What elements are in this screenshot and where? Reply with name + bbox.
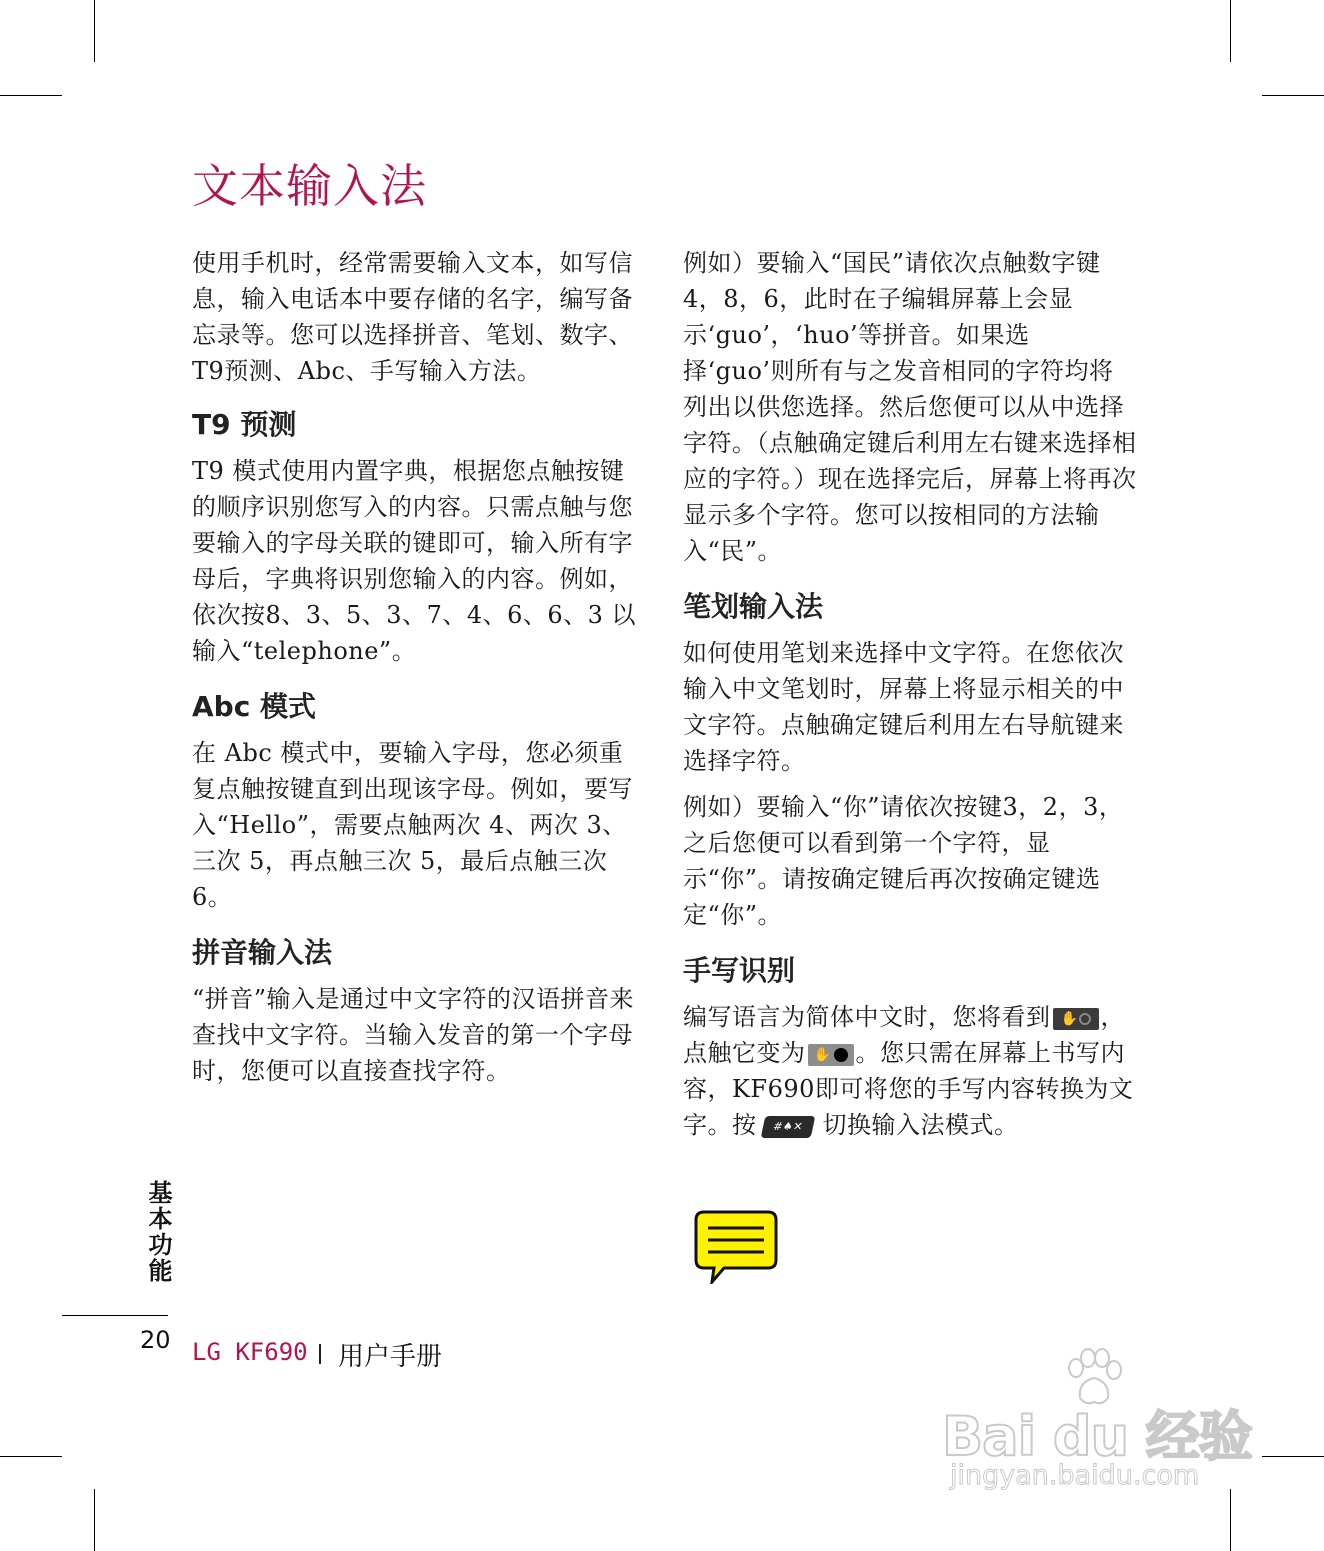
t9-paragraph: T9 模式使用内置字典，根据您点触按键的顺序识别您写入的内容。只需点触与您要输入的字母关联的键即可，输入所有字母后，字典将识别您输入的内容。例如，依次按8、3、5、3、7、4、6、6、3 以输入“telephone”。 [192,457,637,665]
crop-mark [0,1456,62,1457]
abc-paragraph: 在 Abc 模式中，要输入字母，您必须重复点触按键直到出现该字母。例如，要写入“Hello”，需要点触两次 4、两次 3、三次 5，再点触三次 5，最后点触三次 6。 [192,739,633,911]
baidu-watermark [930,1348,1250,1508]
stroke-example-paragraph: 例如）要输入“你”请依次按键3，2，3，之后您便可以看到第一个字符，显示“你”。请按确定键后再次按确定键选定“你”。 [683,793,1124,929]
crop-mark [1230,0,1231,62]
section-side-label: 基本功能 [144,1180,172,1284]
handwriting-text: 切换输入法模式。 [822,1111,1019,1139]
page-title: 文本输入法 [192,159,427,213]
pinyin-example-paragraph: 例如）要输入“国民”请依次点触数字键4，8，6，此时在子编辑屏幕上会显示‘guo’，‘huo’等拼音。如果选择‘guo’则所有与之发音相同的字符均将列出以供您选择。然后您便可以从中选择字符。（点触确定键后利用左右键来选择相应的字符。）现在选择完后，屏幕上将再次显示多个字符。您可以按相同的方法输入“民”。 [683,249,1137,565]
left-column [192,245,642,1099]
watermark-url: jingyan.baidu.com [950,1460,1200,1491]
crop-mark [94,1489,95,1551]
handwriting-text: 。您只需在屏幕上书写内容，KF690即可将您的手写内容转换为文字。按 [683,1039,1134,1139]
footer-model: LG KF690 [192,1338,308,1366]
handwriting-paragraph [683,999,1138,1143]
mode-switch-key-icon: #♠✕ [760,1116,815,1138]
page-number: 20 [140,1326,171,1354]
right-column [683,245,1138,1153]
stroke-paragraph: 如何使用笔划来选择中文字符。在您依次输入中文笔划时，屏幕上将显示相关的中文字符。点触确定键后利用左右导航键来选择字符。 [683,639,1124,775]
crop-mark [94,0,95,62]
note-bubble-icon [694,1210,778,1284]
intro-paragraph: 使用手机时，经常需要输入文本，如写信息，输入电话本中要存储的名字，编写备忘录等。您可以选择拼音、笔划、数字、T9预测、Abc、手写输入方法。 [192,249,633,385]
t9-heading: T9 预测 [192,408,297,441]
handwriting-text: ，点触它变为 [683,1003,1125,1067]
crop-mark [0,95,62,96]
pinyin-heading: 拼音输入法 [192,936,333,969]
handwriting-text: 编写语言为简体中文时，您将看到 [683,1003,1051,1031]
abc-heading: Abc 模式 [192,690,317,723]
handwriting-heading: 手写识别 [683,954,796,987]
footer-rule [62,1315,168,1316]
watermark-brand: Bai du 经验 [942,1405,1252,1468]
crop-mark [1262,1456,1324,1457]
footer-separator [319,1344,321,1364]
crop-mark [1262,95,1324,96]
hand-dot-icon: ✋ [808,1044,854,1066]
pinyin-paragraph: “拼音”输入是通过中文字符的汉语拼音来查找中文字符。当输入发音的第一个字母时，您便可以直接查找字符。 [192,985,635,1085]
footer-manual: 用户手册 [338,1342,443,1372]
hand-circle-icon: ✋ [1053,1008,1099,1030]
stroke-heading: 笔划输入法 [683,590,824,623]
